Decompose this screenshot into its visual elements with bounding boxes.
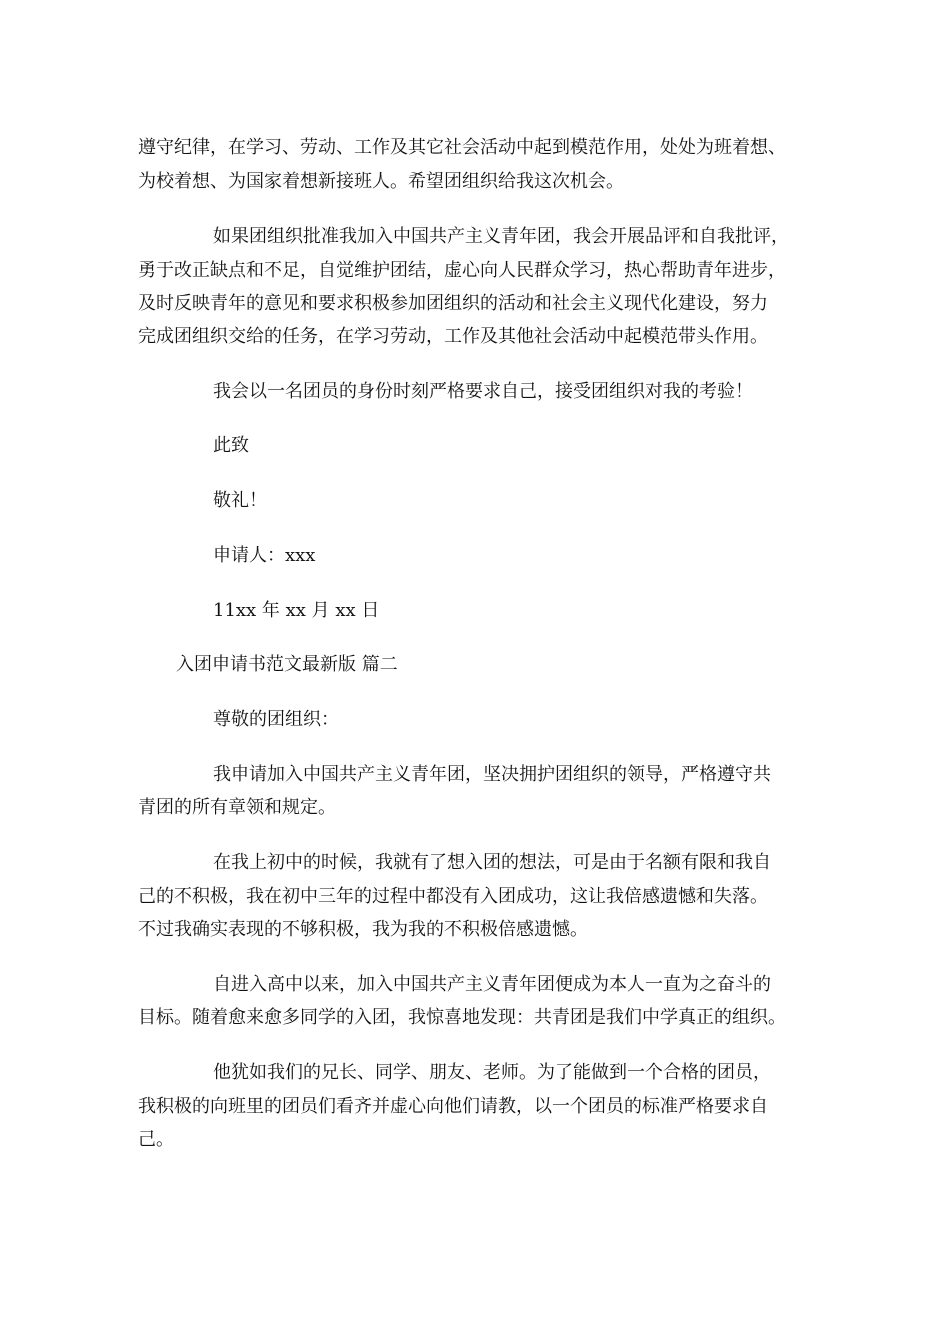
body-text-line: 我申请加入中国共产主义青年团，坚决拥护团组织的领导，严格遵守共 [213, 764, 771, 785]
body-text-line: 青团的所有章领和规定。 [138, 797, 336, 818]
body-text-line: 他犹如我们的兄长、同学、朋友、老师。为了能做到一个合格的团员， [213, 1062, 771, 1083]
body-text-line: 不过我确实表现的不够积极，我为我的不积极倍感遗憾。 [138, 919, 588, 940]
body-text-line: 勇于改正缺点和不足，自觉维护团结，虚心向人民群众学习，热心帮助青年进步， [138, 260, 786, 281]
date-line: 11xx 年 xx 月 xx 日 [213, 600, 380, 621]
closing-salutation: 此致 [213, 435, 249, 456]
body-text-line: 目标。随着愈来愈多同学的入团，我惊喜地发现：共青团是我们中学真正的组织。 [138, 1007, 786, 1028]
body-text-line: 己的不积极，我在初中三年的过程中都没有入团成功，这让我倍感遗憾和失落。 [138, 886, 768, 907]
body-text-line: 为校着想、为国家着想新接班人。希望团组织给我这次机会。 [138, 171, 624, 192]
body-text-line: 我积极的向班里的团员们看齐并虚心向他们请教，以一个团员的标准严格要求自 [138, 1096, 768, 1117]
body-text-line: 及时反映青年的意见和要求积极参加团组织的活动和社会主义现代化建设，努力 [138, 293, 768, 314]
applicant-signature: 申请人：xxx [213, 545, 316, 566]
body-text-line: 遵守纪律，在学习、劳动、工作及其它社会活动中起到模范作用，处处为班着想、 [138, 137, 786, 158]
body-text-line: 我会以一名团员的身份时刻严格要求自己，接受团组织对我的考验！ [213, 381, 753, 402]
body-text-line: 完成团组织交给的任务，在学习劳动，工作及其他社会活动中起模范带头作用。 [138, 326, 768, 347]
body-text-line: 自进入高中以来，加入中国共产主义青年团便成为本人一直为之奋斗的 [213, 974, 771, 995]
body-text-line: 如果团组织批准我加入中国共产主义青年团，我会开展品评和自我批评， [213, 226, 789, 247]
greeting: 尊敬的团组织： [213, 709, 339, 730]
body-text-line: 己。 [138, 1129, 174, 1150]
closing-regards: 敬礼！ [213, 490, 267, 511]
body-text-line: 在我上初中的时候，我就有了想入团的想法，可是由于名额有限和我自 [213, 852, 771, 873]
section-heading: 入团申请书范文最新版 篇二 [176, 654, 398, 675]
